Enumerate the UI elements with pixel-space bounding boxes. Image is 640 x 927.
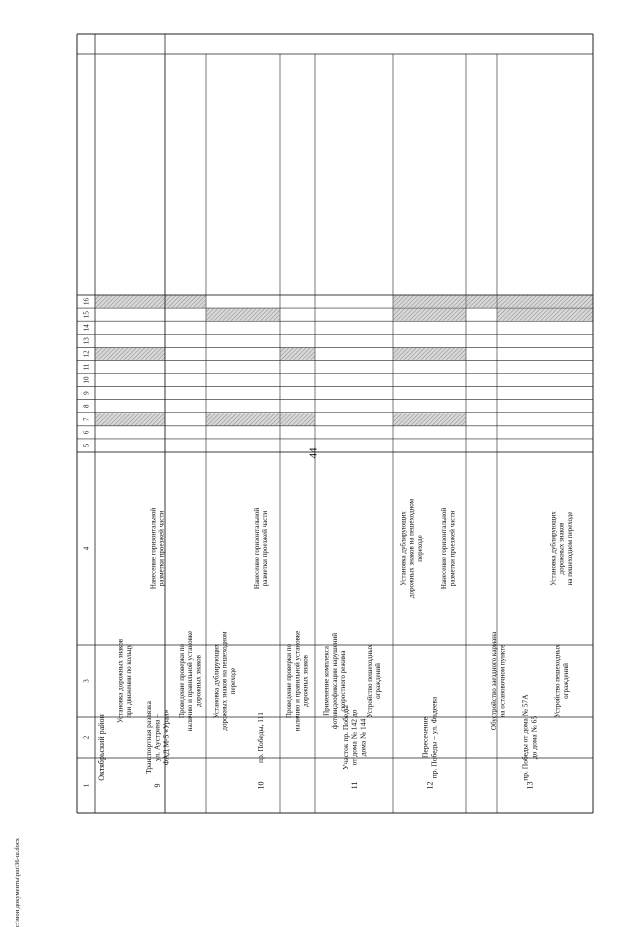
row-number-line: 12 bbox=[425, 781, 435, 790]
row-event-line: Обустройство заездного кармана bbox=[490, 631, 499, 731]
row-work bbox=[253, 508, 269, 589]
row-work-line: Нанесение горизонтальной bbox=[252, 507, 261, 590]
district-title-line: Октябрьский район bbox=[96, 714, 106, 781]
column-number-line: 13 bbox=[82, 337, 91, 345]
shaded-cell bbox=[498, 296, 593, 308]
row-event-line: Установка дорожных знаков bbox=[116, 638, 125, 724]
row-work-line: Нанесение горизонтальной bbox=[440, 507, 449, 590]
row-number bbox=[153, 784, 162, 788]
row-event bbox=[554, 644, 570, 718]
column-number bbox=[82, 417, 90, 421]
column-number-line: 4 bbox=[82, 546, 91, 551]
column-number bbox=[82, 311, 90, 319]
row-event-line: при движении по кольцу bbox=[124, 644, 133, 718]
column-number bbox=[82, 391, 90, 395]
column-number bbox=[82, 546, 90, 550]
row-event bbox=[490, 631, 506, 730]
column-number-line: 16 bbox=[82, 298, 91, 306]
row-event-line: Проведение проверки по bbox=[285, 643, 294, 719]
row-work bbox=[440, 508, 456, 589]
shaded-cell bbox=[467, 296, 497, 308]
shaded-cell bbox=[394, 413, 466, 425]
row-work-line: дорожных знаков на пешеходном bbox=[407, 498, 416, 599]
column-number-line: 15 bbox=[82, 311, 91, 319]
column-number bbox=[82, 376, 90, 384]
row-work-line: на пешеходном переходе bbox=[565, 511, 574, 586]
row-event-line: Устройство пешеходных bbox=[365, 644, 374, 718]
column-number bbox=[82, 363, 90, 370]
row-work-line: Нанесение горизонтальной bbox=[149, 507, 158, 590]
row-location-line: от дома № 142 до bbox=[349, 709, 359, 766]
column-number-line: 5 bbox=[82, 443, 91, 448]
row-location-line: Участок пр. Победы bbox=[340, 705, 350, 770]
footer-file-path bbox=[14, 838, 28, 927]
column-number-line: 11 bbox=[82, 363, 91, 371]
column-number bbox=[82, 735, 90, 739]
shaded-cell bbox=[281, 413, 315, 425]
row-event-line: скоростного режима bbox=[339, 650, 348, 712]
row-number bbox=[350, 782, 359, 790]
column-number bbox=[82, 350, 90, 358]
row-location bbox=[521, 694, 539, 781]
column-number-line: 2 bbox=[82, 735, 91, 740]
row-event bbox=[212, 631, 237, 731]
shaded-cell bbox=[96, 413, 165, 425]
row-number-line: 13 bbox=[525, 781, 535, 790]
shaded-cell bbox=[96, 348, 165, 360]
shaded-cell bbox=[281, 348, 315, 360]
row-work-line: Установка дублирующих bbox=[549, 511, 558, 586]
row-event-line: Проведение проверки по bbox=[177, 643, 186, 719]
column-number-line: 14 bbox=[82, 324, 91, 332]
row-event-line: ограждений bbox=[374, 663, 383, 699]
column-number-line: 3 bbox=[82, 679, 91, 683]
row-number bbox=[525, 782, 534, 790]
column-number-line: 9 bbox=[82, 391, 91, 395]
shaded-cell bbox=[394, 309, 466, 321]
column-number bbox=[82, 783, 90, 787]
row-work bbox=[149, 508, 165, 589]
row-event-line: переходе bbox=[228, 667, 237, 695]
row-location bbox=[341, 705, 368, 770]
column-number bbox=[82, 443, 90, 447]
row-event-line: наличию и правильной установке bbox=[186, 630, 195, 732]
row-location bbox=[144, 700, 171, 774]
row-event-line: дорожных знаков bbox=[301, 655, 310, 707]
footer-file-path-text: c:\мои документы\рш\36-ш.docx bbox=[14, 838, 21, 927]
column-number-line: 7 bbox=[82, 417, 91, 422]
row-number-line: 9 bbox=[152, 783, 162, 788]
shaded-cell bbox=[166, 296, 206, 308]
column-number-line: 1 bbox=[82, 783, 91, 788]
row-location bbox=[256, 712, 265, 763]
column-number-line: 8 bbox=[82, 404, 91, 408]
row-event-line: Применение комплекса bbox=[322, 646, 331, 716]
row-work-line: переходе bbox=[415, 535, 424, 562]
row-event-line: на остановочном пункте bbox=[498, 644, 507, 718]
row-location-line: пр. Победы от дома № 57А bbox=[520, 694, 530, 781]
row-event-line: наличию и правильной установке bbox=[293, 630, 302, 732]
column-number-line: 10 bbox=[82, 376, 91, 384]
row-event-line: дорожных знаков на пешеходном bbox=[220, 631, 229, 731]
row-work bbox=[399, 498, 424, 598]
shaded-cell bbox=[207, 413, 280, 425]
row-number-line: 11 bbox=[349, 781, 359, 790]
row-event-line: ограждений bbox=[561, 663, 570, 699]
shaded-cell bbox=[394, 348, 466, 360]
column-number bbox=[82, 337, 90, 345]
row-event bbox=[117, 638, 133, 723]
page-number: 44 bbox=[307, 447, 320, 459]
row-work-line: разметки проезжей части bbox=[261, 510, 270, 587]
row-location bbox=[421, 696, 439, 778]
row-event-line: фотовидеофиксации нарушений bbox=[330, 633, 339, 729]
row-number bbox=[425, 782, 434, 790]
row-event-line: дорожных знаков bbox=[194, 655, 203, 707]
district-title bbox=[97, 714, 106, 781]
row-number-line: 10 bbox=[256, 781, 266, 790]
row-number bbox=[256, 782, 265, 790]
shaded-cell bbox=[498, 309, 593, 321]
row-location-line: дома № 144 bbox=[358, 718, 368, 757]
row-work-line: разметки проезжей части bbox=[448, 510, 457, 587]
column-number-line: 6 bbox=[82, 430, 91, 435]
row-location-line: пр. Победы, 111 bbox=[256, 712, 266, 763]
column-number bbox=[82, 679, 90, 683]
row-event bbox=[285, 631, 310, 731]
row-work-line: разметки проезжей части bbox=[157, 510, 166, 587]
row-work-line: Установка дублирующих bbox=[399, 511, 408, 586]
column-number bbox=[82, 298, 90, 306]
row-location-line: до дома № 65 bbox=[529, 715, 539, 760]
column-number bbox=[82, 404, 90, 408]
row-work-line: дорожных знаков bbox=[557, 522, 566, 575]
row-location-line: Пересечение bbox=[420, 716, 430, 759]
row-location-line: ФАД М-5 «Урал» bbox=[161, 709, 171, 766]
row-event bbox=[366, 644, 382, 718]
row-event-line: Установка дублирующих bbox=[212, 643, 221, 719]
column-number bbox=[82, 430, 90, 434]
column-number bbox=[82, 324, 90, 332]
column-number-line: 12 bbox=[82, 350, 91, 358]
row-event bbox=[178, 631, 203, 731]
row-location-line: Транспортная развязка bbox=[143, 701, 153, 774]
row-work bbox=[549, 511, 574, 586]
shaded-cell bbox=[207, 309, 280, 321]
shaded-cell bbox=[96, 296, 165, 308]
row-location-line: пр. Победы – ул. Фадеева bbox=[429, 696, 439, 779]
row-event-line: Устройство пешеходных bbox=[553, 644, 562, 718]
shaded-cell bbox=[394, 296, 466, 308]
row-location-line: ул. Аустрина – bbox=[152, 713, 162, 762]
